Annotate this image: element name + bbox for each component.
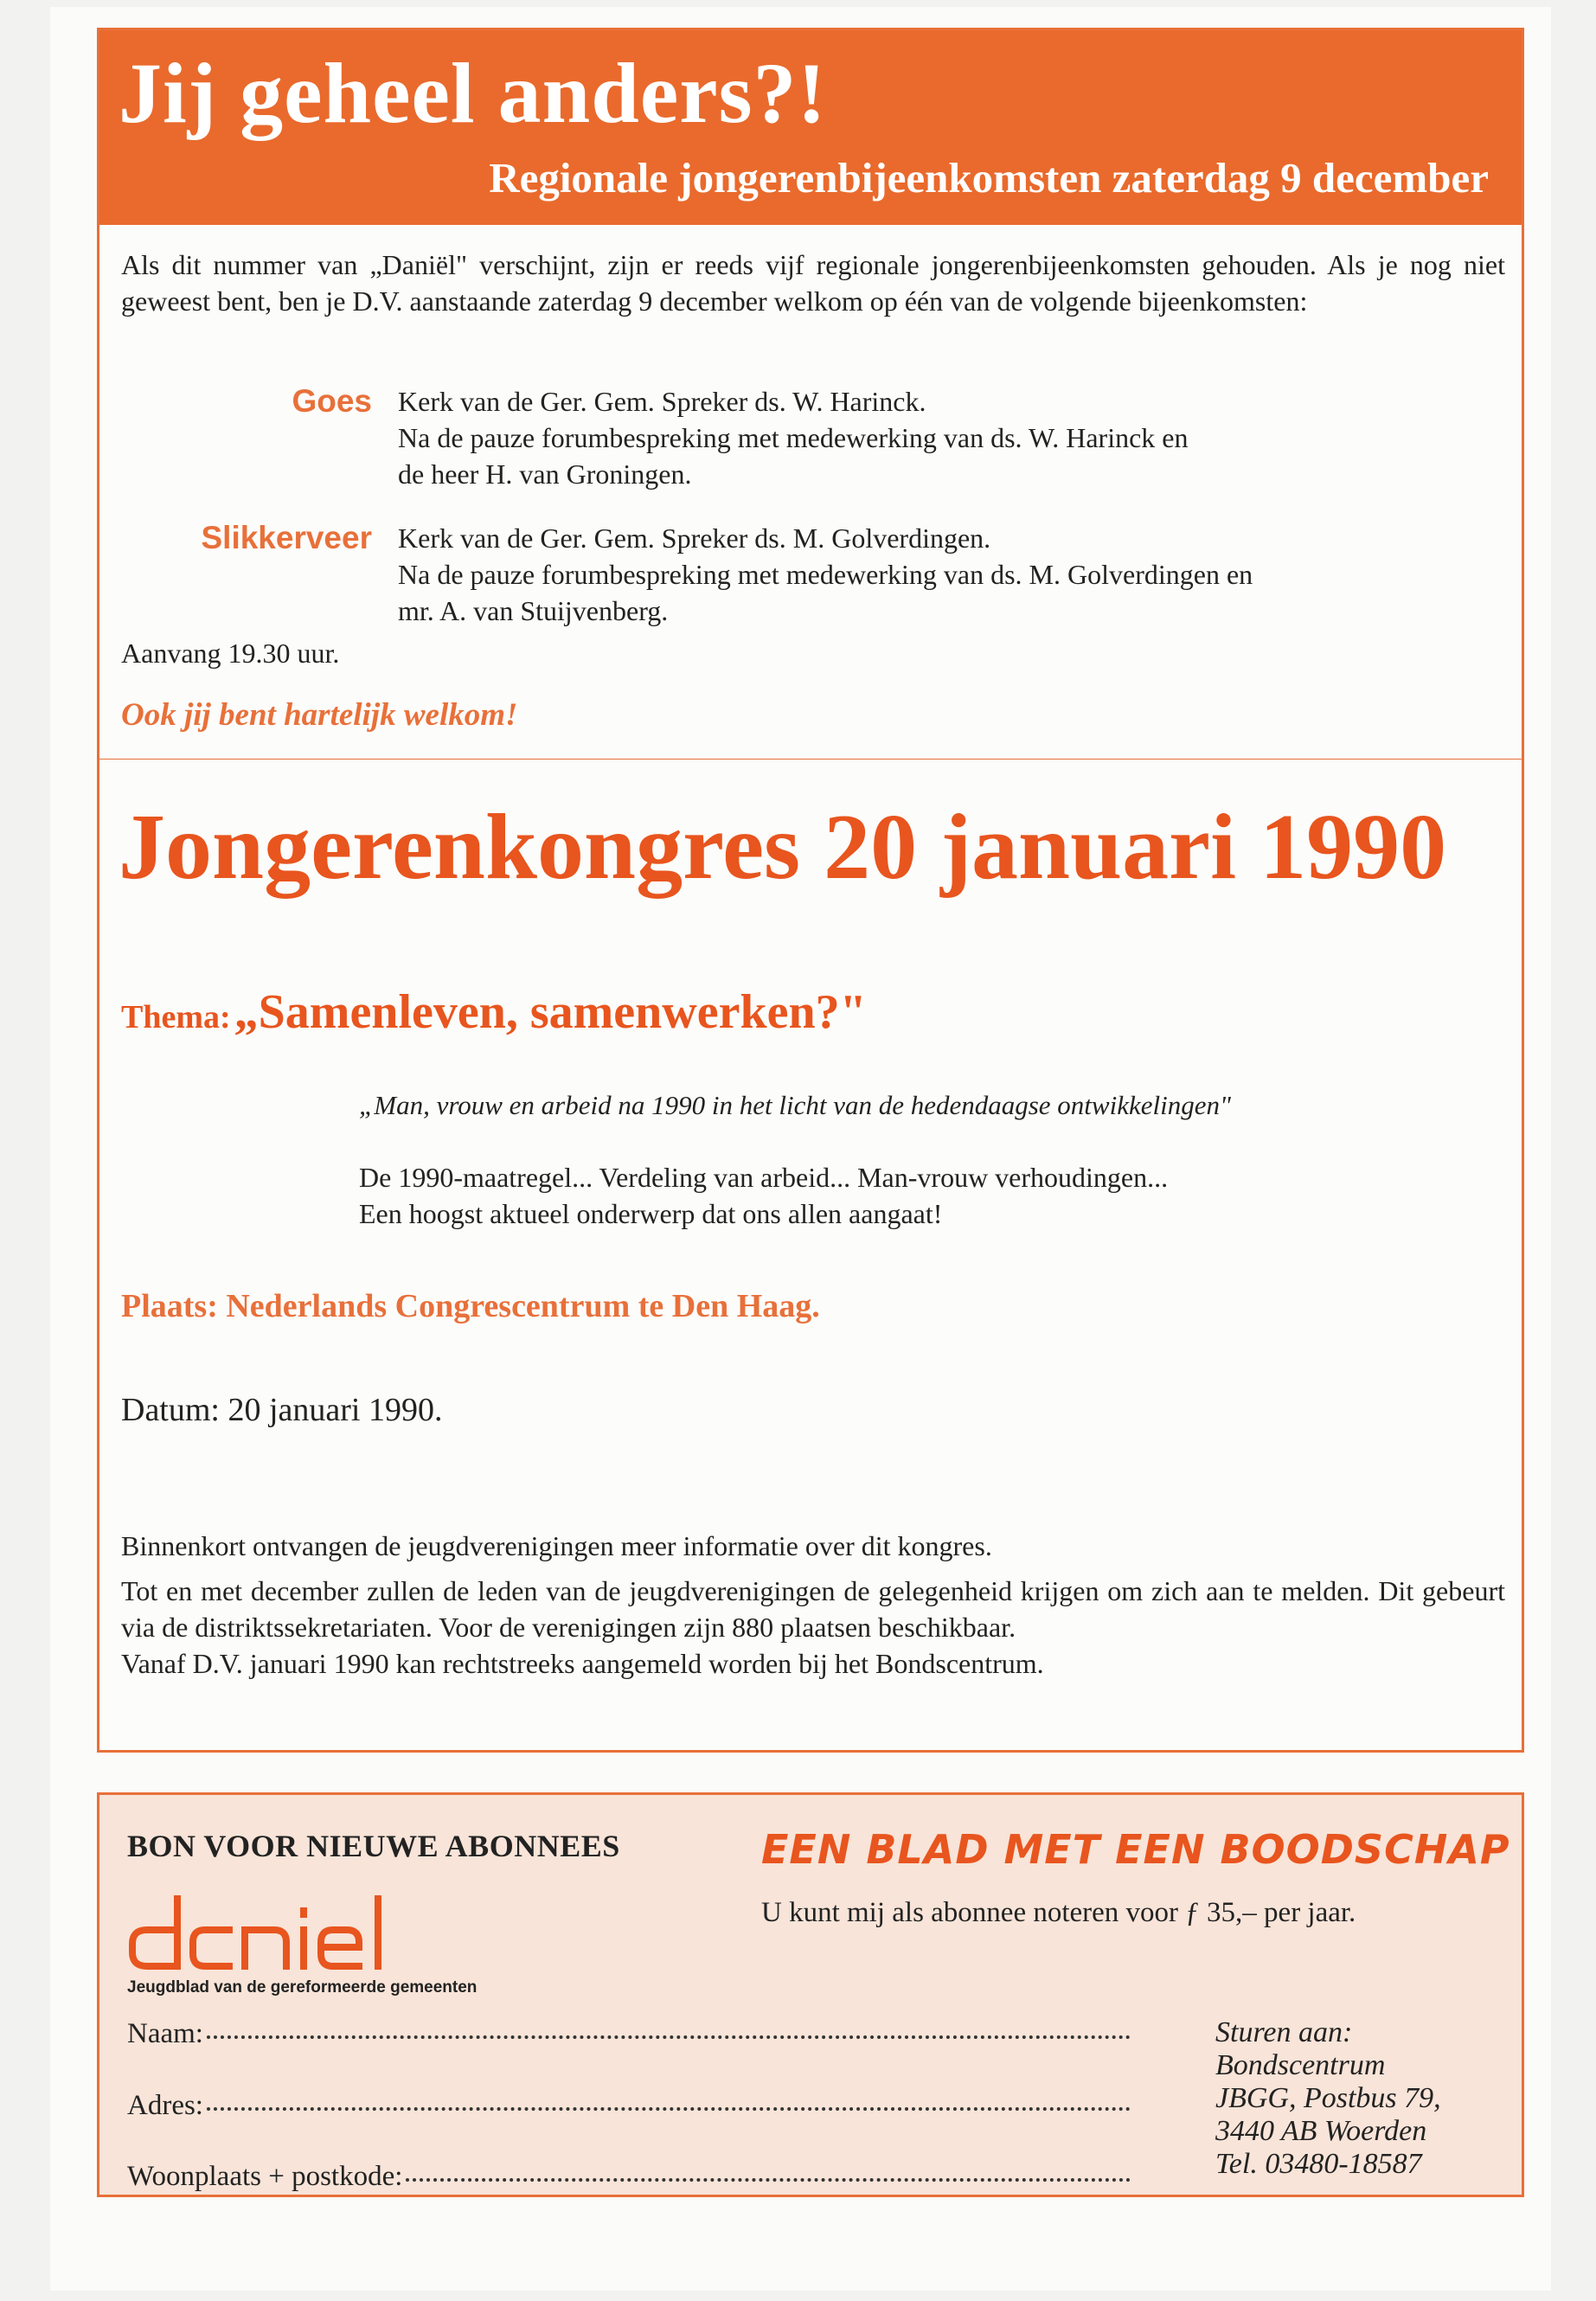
city-postcode-field[interactable] [127, 2161, 1131, 2193]
meeting-line: Kerk van de Ger. Gem. Spreker ds. W. Harinck. [398, 386, 926, 417]
subscription-coupon [97, 1792, 1524, 2197]
theme-subtitle: „Man, vrouw en arbeid na 1990 in het licht van de hedendaagse ontwikkelingen" [359, 1090, 1231, 1120]
meeting-line: mr. A. van Stuijvenberg. [398, 595, 669, 626]
theme-label: Thema: [121, 999, 231, 1035]
theme-title: „Samenleven, samenwerken?" [234, 985, 867, 1039]
address-label: Adres: [127, 2090, 203, 2121]
congress-title: Jongerenkongres 20 januari 1990 [119, 796, 1447, 899]
city-postcode-dotted-line[interactable] [406, 2178, 1131, 2182]
theme-line [121, 984, 867, 1040]
send-to-label: Sturen aan: [1215, 2016, 1353, 2048]
description-line: De 1990-maatregel... Verdeling van arbeid... Man-vrouw verhoudingen... [359, 1162, 1169, 1193]
meeting-line: Na de pauze forumbespreking met medewerking van ds. M. Golverdingen en [398, 559, 1253, 590]
address-postbus: JBGG, Postbus 79, [1215, 2082, 1441, 2114]
daniel-logo-mark [125, 1881, 411, 1977]
logo-subtitle: Jeugdblad van de gereformeerde gemeenten [127, 1978, 478, 1997]
banner-title: Jij geheel anders?! [119, 45, 827, 141]
regional-meetings-section [97, 28, 1524, 761]
meeting-line: Kerk van de Ger. Gem. Spreker ds. M. Golverdingen. [398, 522, 991, 554]
intro-paragraph: Als dit nummer van „Daniël" verschijnt, zijn er reeds vijf regionale jongerenbijeenkomsten gehouden. Als je nog niet geweest bent, ben je D.V. aanstaande zaterdag 9 december welkom op één van de volgende bijeenkomsten: [121, 249, 1505, 317]
info-paragraph: Vanaf D.V. januari 1990 kan rechtstreeks aangemeld worden bij het Bondscentrum. [121, 1648, 1044, 1679]
title-banner [99, 30, 1522, 225]
name-dotted-line[interactable] [207, 2035, 1131, 2039]
address-field[interactable] [127, 2090, 1131, 2122]
congress-info [121, 1528, 1505, 1682]
subscription-price: U kunt mij als abonnee noteren voor ƒ 35,– per jaar. [761, 1897, 1356, 1928]
youth-congress-section [97, 760, 1524, 1753]
city-postcode-label: Woonplaats + postkode: [127, 2161, 403, 2192]
banner-subtitle: Regionale jongerenbijeenkomsten zaterdag 9 december [489, 154, 1489, 202]
welcome-text: Ook jij bent hartelijk welkom! [121, 697, 518, 733]
meeting-line: de heer H. van Groningen. [398, 458, 692, 490]
info-paragraph: Binnenkort ontvangen de jeugdverenigingen meer informatie over dit kongres. [121, 1530, 992, 1561]
daniel-logo [125, 1881, 411, 1981]
name-field[interactable] [127, 2018, 1131, 2050]
description-line: Een hoogst aktueel onderwerp dat ons allen aangaat! [359, 1198, 943, 1229]
meeting-details [398, 520, 1497, 629]
coupon-title: BON VOOR NIEUWE ABONNEES [127, 1829, 620, 1863]
meeting-place: Slikkerveer [201, 520, 372, 555]
send-to-address [1215, 2016, 1441, 2181]
address-phone: Tel. 03480-18587 [1215, 2148, 1422, 2180]
meeting-line: Na de pauze forumbespreking met medewerking van ds. W. Harinck en [398, 422, 1189, 453]
info-paragraph: Tot en met december zullen de leden van de jeugdverenigingen de gelegenheid krijgen om zich aan te melden. Dit gebeurt via de distriktssekretariaten. Voor de verenigingen zijn 880 plaatsen beschikbaar. [121, 1575, 1505, 1643]
start-time: Aanvang 19.30 uur. [121, 638, 340, 669]
slogan: EEN BLAD MET EEN BOODSCHAP [761, 1826, 1510, 1873]
meeting-place: Goes [292, 383, 372, 419]
congress-location: Plaats: Nederlands Congrescentrum te Den Haag. [121, 1288, 820, 1324]
theme-description [359, 1159, 1168, 1232]
name-label: Naam: [127, 2018, 203, 2049]
meeting-details [398, 383, 1497, 492]
congress-date: Datum: 20 januari 1990. [121, 1392, 443, 1428]
address-org: Bondscentrum [1215, 2049, 1386, 2081]
address-city: 3440 AB Woerden [1215, 2115, 1427, 2147]
address-dotted-line[interactable] [207, 2107, 1131, 2111]
